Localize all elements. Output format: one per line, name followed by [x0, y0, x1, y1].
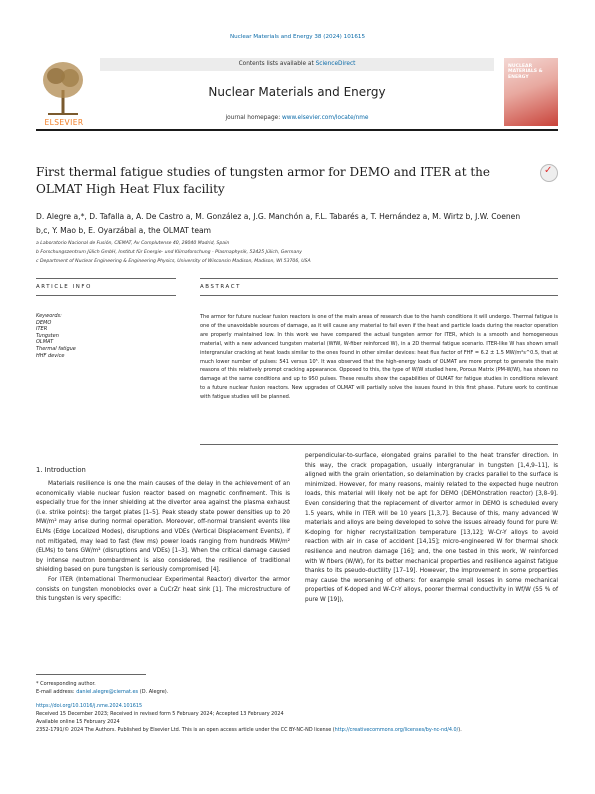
author-list: D. Alegre a,*, D. Tafalla a, A. De Castro a, M. González a, J.G. Manchón a, F.L. Tabarés a, T. Hernández a, M. Wirtz b, J.W. Coenen b,c, Y. Mao b, E. Oyarzábal a, the OLMAT team	[36, 212, 521, 235]
keyword: OLMAT	[36, 339, 54, 346]
keyword: DEMO	[36, 319, 52, 326]
paragraph: perpendicular-to-surface, elongated grains parallel to the heat transfer direction. In this way, the crack propagation, usually intergranular in tungsten [1,4,9–11], is aligned with the grain orientation, so delamination by cracks parallel to the surface is minimized. However, for many reasons, mainly related to the expected huge neutron loads, this material will likely not be apt for DEMO (DEMOnstration reactor) [3,8–9]. Even considering that the replacement of divertor armor in DEMO is scheduled every 1.5 years, while in ITER will be 10 years [1,3,7]. Because of this, many advanced W materials and alloys are being developed to solve the issues already found for pure W: K-doping for higher recrystallization temperature [13,12]; W-Cr-Y alloys to avoid reaction with air in case of accident [14,15]; micro-engineered W for thermal shock resilience and neutron damage [16]; and, the one tested in this work, W reinforced with W fibers (W/W), for its better mechanical properties and resilience against fatigue thanks to its pseudo-ductility [17–19]. However, the improvement in some properties may cause the worsening of others: for example small losses in some mechanical properties of K-doped and W-Cr-Y alloys, poorer thermal conductivity in Wf/W (55 % of pure W [19]),	[305, 453, 558, 603]
article-info-rule-2	[36, 295, 176, 296]
article-info-rule	[36, 278, 176, 279]
body-right-column	[305, 452, 558, 606]
license-text: 2352-1791/© 2024 The Authors. Published by Elsevier Ltd. This is an open access article under the CC BY-NC-ND license (	[36, 727, 335, 733]
received-dates: Received 15 December 2023; Received in revised form 5 February 2024; Accepted 13 February 2024	[36, 711, 284, 717]
affiliation-a: a Laboratorio Nacional de Fusión, CIEMAT, Av Complutense 40, 28040 Madrid, Spain	[36, 241, 230, 246]
keyword: Tungsten	[36, 332, 59, 339]
abstract-text: The armor for future nuclear fusion reactors is one of the main areas of research due to the harsh conditions it will undergo. Thermal fatigue is one of the unavoidable sources of damage, as it will cause any material to fail even if the heat and particle loads during the reactor operation are properly maintained low. In this work we have compared the actual tungsten armor for ITER, which is a smooth and homogeneous material, with a new advanced tungsten material (WfW, W-fiber reinforced W), in a 2D thermal fatigue scenario. ITER-like W has shown small intergranular cracking at heat loads similar to the ones found in other similar devices: heat flux factor of FHF = 6.2 ± 1.5 MW/m²s^0.5, that at much lower number of pulses: 541 versus 10⁵. It was observed that the high-energy loads of OLMAT are more prompt to generate the main reasons of this relatively prompt cracking appearance. Opposed to this, the type of W/W studied here, Porous Matrix (PM-W/W), has shown no damage at the same conditions and up to 950 pulses. These results show the capabilities of OLMAT for fatigue studies in conditions relevant to a future nuclear fusion reactors. New upgrades of OLMAT will partially solve the issues found in this first phase. Future work to continue with fatigue studies will be planned.	[200, 314, 558, 401]
keyword: ITER	[36, 326, 48, 333]
footnote-rule	[36, 674, 146, 675]
abstract-rule-2	[200, 295, 558, 296]
contents-line	[100, 61, 494, 67]
license-end: ).	[458, 727, 462, 733]
header-divider	[36, 129, 558, 131]
license-line	[36, 726, 558, 734]
keyword: Thermal fatigue	[36, 345, 76, 352]
available-online: Available online 15 February 2024	[36, 719, 120, 725]
cover-title: NUCLEAR MATERIALS & ENERGY	[508, 64, 543, 80]
license-link[interactable]: http://creativecommons.org/licenses/by-nc-nd/4.0/	[334, 727, 459, 733]
email-line	[36, 688, 296, 696]
sciencedirect-link[interactable]: ScienceDirect	[315, 60, 356, 67]
corresponding-author-note: * Corresponding author.	[36, 681, 96, 687]
keywords-label: Keywords:	[36, 313, 62, 319]
abstract-end-rule	[200, 444, 558, 445]
paragraph: Materials resilience is one the main causes of the delay in the achievement of an economically viable nuclear fusion reactor based on magnetic confinement. This is especially true for the inner shielding at the divertor area against the plasma exhaust (i.e. strike points): the target plates [1–5]. Peak steady state power densities up to 20 MW/m² may arise during normal operation. Moreover, off-normal transient events like ELMs (Edge Localized Modes), disruptions and VDEs (Vertical Displacement Events), if not mitigated, may lead to fast (few ms) power loads ranging from hundreds MW/m² (ELMs) to tens GW/m² (disruptions and VDEs) [1–3]. When the critical damage caused by intense neutron bombardment is also considered, the resilience of traditional shielding based on pure tungsten is seriously compromised [4].	[36, 481, 290, 574]
affiliation-c: c Department of Nuclear Engineering & Engineering Physics, University of Wisconsin Madison, Madison, WI 53706, USA	[36, 259, 311, 264]
check-for-updates-icon[interactable]	[540, 164, 558, 182]
elsevier-tree-logo	[38, 58, 88, 120]
body-left-column	[36, 480, 290, 605]
email-label: E-mail address:	[36, 689, 77, 695]
paragraph: For ITER (International Thermonuclear Experimental Reactor) divertor the armor consists on tungsten monoblocks over a CuCrZr heat sink [1]. The microstructure of this tungsten is very specific:	[36, 576, 290, 603]
publisher-name: ELSEVIER	[44, 118, 84, 127]
homepage-link[interactable]: www.elsevier.com/locate/nme	[281, 115, 369, 121]
journal-name[interactable]: Nuclear Materials and Energy	[208, 85, 386, 99]
contents-prefix: Contents lists available at	[238, 60, 316, 67]
email-link[interactable]: daniel.alegre@ciemat.es	[76, 689, 139, 695]
abstract-rule	[200, 278, 558, 279]
keyword: HHF device	[36, 352, 65, 359]
keywords-block	[36, 313, 176, 359]
journal-reference[interactable]: Nuclear Materials and Energy 38 (2024) 101615	[229, 34, 365, 40]
abstract-heading: ABSTRACT	[200, 284, 241, 290]
section-heading-introduction: 1. Introduction	[36, 466, 86, 474]
doi-link[interactable]: https://doi.org/10.1016/j.nme.2024.101615	[36, 703, 143, 709]
journal-homepage	[100, 115, 494, 121]
email-suffix: (D. Alegre).	[138, 689, 169, 695]
affiliation-b: b Forschungszentrum Jülich GmbH, Institut für Energie- und Klimaforschung - Plasmaphysik, 52425 Jülich, Germany	[36, 250, 302, 255]
footnote	[36, 680, 296, 696]
publication-info	[36, 702, 558, 734]
article-info-heading: ARTICLE INFO	[36, 284, 92, 290]
homepage-prefix: journal homepage:	[225, 115, 282, 121]
article-title: First thermal fatigue studies of tungsten armor for DEMO and ITER at the OLMAT High Heat Flux facility	[36, 165, 490, 196]
